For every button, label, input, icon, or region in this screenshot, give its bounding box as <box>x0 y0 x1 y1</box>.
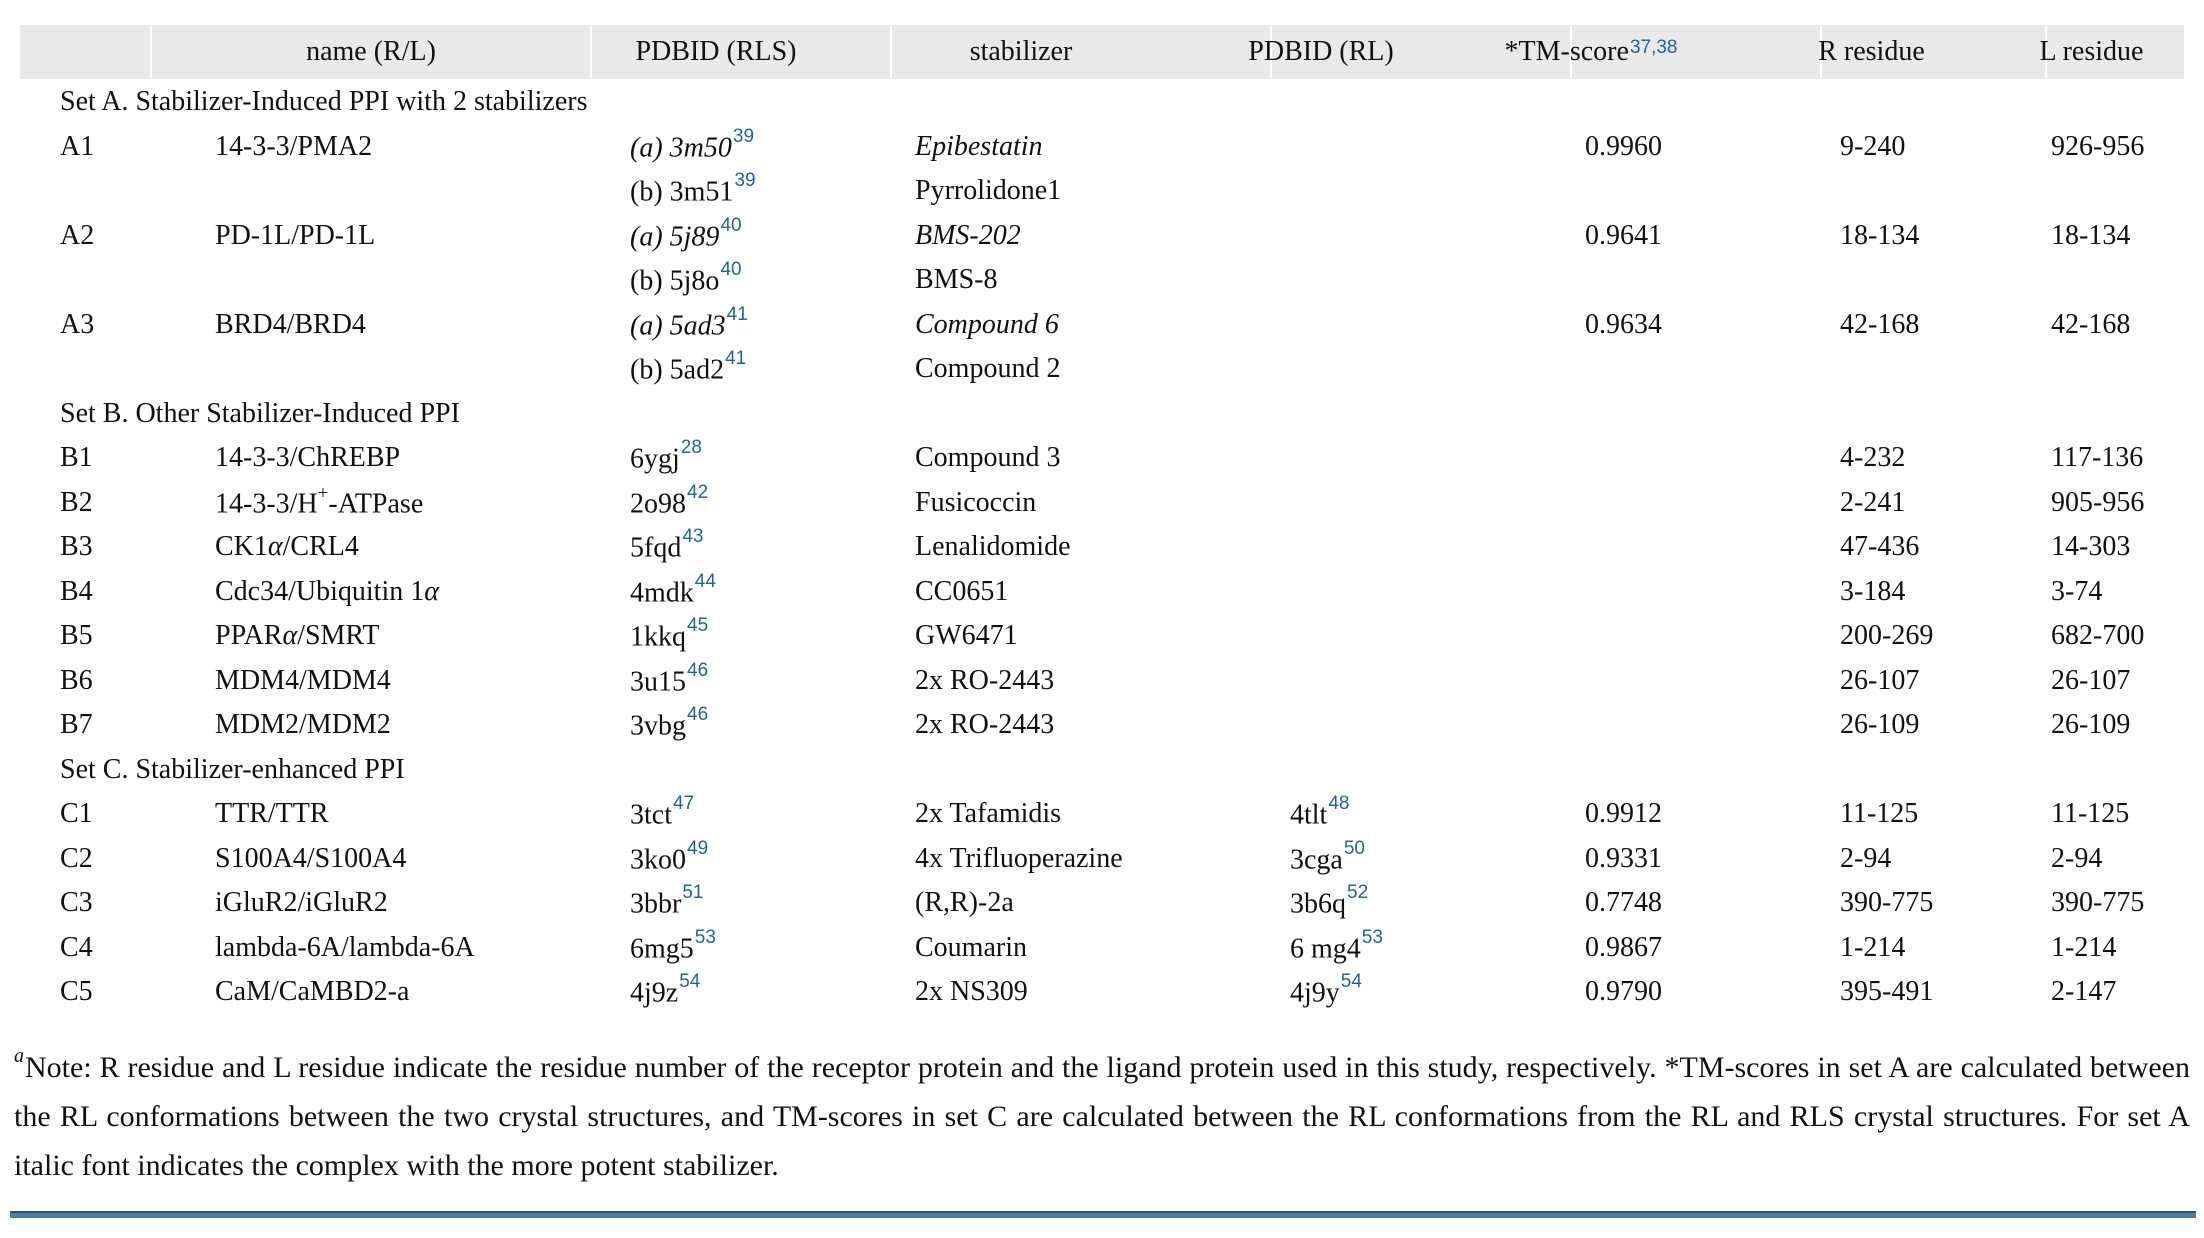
cell-l-residue: 1-214 <box>2051 931 2117 963</box>
cell-l-residue: 2-147 <box>2051 976 2117 1008</box>
text-run: BRD4/BRD4 <box>215 308 366 340</box>
cell-id: B4 <box>60 575 93 607</box>
cell-l-residue: 117-136 <box>2051 442 2144 474</box>
cell-stabilizer <box>915 175 1290 207</box>
citation-ref[interactable]: 37,38 <box>1629 37 1678 58</box>
cell-r-residue: 2-241 <box>1840 486 1906 518</box>
text-run: (b) 3m51 <box>630 176 734 208</box>
table-row <box>60 926 2185 971</box>
cell-id: B1 <box>60 442 93 474</box>
cell-pdbid-rl <box>1290 837 1575 876</box>
text-run: PD-1L/PD-1L <box>215 219 376 251</box>
text-run: Pyrrolidone1 <box>915 175 1062 207</box>
cell-id: B7 <box>60 709 93 741</box>
cell-name <box>215 620 630 652</box>
text-run: *TM-score <box>1504 36 1629 67</box>
text-run: 14-3-3/PMA2 <box>215 130 373 162</box>
text-run: 3bbr <box>630 888 682 920</box>
text-run: 4tlt <box>1290 799 1328 831</box>
text-run: MDM2/MDM2 <box>215 709 391 741</box>
text-run: CaM/CaMBD2-a <box>215 976 410 1008</box>
cell-stabilizer <box>915 531 1290 563</box>
text-run: 2x RO-2443 <box>915 664 1055 696</box>
citation-ref[interactable]: 42 <box>687 481 709 503</box>
text-run: (a) 5j89 <box>630 220 720 252</box>
cell-stabilizer <box>915 220 1290 252</box>
table-row <box>60 837 2185 882</box>
table-row <box>60 169 2185 214</box>
header-stabilizer <box>890 25 1270 79</box>
table-row <box>60 659 2185 704</box>
cell-name <box>215 798 630 830</box>
footnote-text: Note: R residue and L residue indicate the residue number of the receptor protein and the ligand protein used in this study, respectively. *TM-scores in set A are calculated between the RL conformations between the two crystal structures, and TM-scores in set C are calculated between the RL conformations from the RL and RLS crystal structures. For set A italic font indicates the complex with the more potent stabilizer. <box>14 1051 2190 1182</box>
text-run: -ATPase <box>328 487 424 519</box>
cell-l-residue: 14-303 <box>2051 531 2131 563</box>
text-run: GW6471 <box>915 620 1018 652</box>
text-run: BMS-202 <box>915 219 1021 251</box>
text-run: iGluR2/iGluR2 <box>215 887 388 919</box>
citation-ref[interactable]: 41 <box>726 303 748 325</box>
table-row <box>60 125 2185 170</box>
citation-ref[interactable]: 40 <box>720 259 742 281</box>
text-run: 14-3-3/ChREBP <box>215 442 401 474</box>
cell-pdbid-rls <box>630 704 915 742</box>
cell-pdbid-rl <box>1290 926 1575 965</box>
header-name <box>150 25 590 79</box>
cell-id: B5 <box>60 620 93 652</box>
cell-name <box>215 843 630 875</box>
citation-ref[interactable]: 47 <box>673 793 695 815</box>
table-row <box>60 481 2185 526</box>
text-run: 2x RO-2443 <box>915 709 1055 741</box>
cell-pdbid-rls <box>630 303 915 342</box>
text-run: /CRL4 <box>282 531 359 563</box>
text-run: name (R/L) <box>306 36 436 67</box>
citation-ref[interactable]: 41 <box>725 348 747 370</box>
citation-ref[interactable]: 48 <box>1328 793 1350 815</box>
text-run: Fusicoccin <box>915 486 1037 518</box>
cell-pdbid-rls <box>630 259 915 297</box>
cell-stabilizer <box>915 887 1290 919</box>
text-run: 6ygj <box>630 443 680 475</box>
cell-l-residue: 42-168 <box>2051 308 2131 340</box>
text-run: Epibestatin <box>915 130 1043 162</box>
table-row <box>60 703 2185 748</box>
citation-ref[interactable]: 40 <box>720 214 742 236</box>
cell-r-residue: 26-107 <box>1840 664 1920 696</box>
cell-r-residue: 11-125 <box>1840 798 1919 830</box>
text-run: CC0651 <box>915 575 1009 607</box>
text-run: (a) 3m50 <box>630 131 732 163</box>
cell-l-residue: 2-94 <box>2051 842 2103 874</box>
cell-tm-score: 0.9960 <box>1585 130 1662 162</box>
cell-stabilizer <box>915 976 1290 1008</box>
cell-id: C3 <box>60 887 93 919</box>
text-run: 4j9y <box>1290 977 1340 1009</box>
cell-name <box>215 665 630 697</box>
cell-r-residue: 9-240 <box>1840 130 1906 162</box>
cell-pdbid-rls <box>630 971 915 1009</box>
cell-name <box>215 220 630 252</box>
text-run: α <box>424 575 439 607</box>
header-id <box>20 25 150 79</box>
cell-pdbid-rls <box>630 659 915 698</box>
table-row <box>60 792 2185 837</box>
text-run: L residue <box>2039 36 2144 67</box>
cell-pdbid-rls <box>630 882 915 920</box>
cell-id: A2 <box>60 219 95 251</box>
cell-l-residue: 26-107 <box>2051 664 2131 696</box>
text-run: R residue <box>1818 36 1925 67</box>
cell-l-residue: 926-956 <box>2051 130 2145 162</box>
cell-id: C4 <box>60 931 93 963</box>
cell-l-residue: 905-956 <box>2051 486 2145 518</box>
cell-stabilizer <box>915 576 1290 608</box>
table-row <box>60 436 2185 481</box>
citation-ref[interactable]: 28 <box>680 437 702 459</box>
cell-name <box>215 442 630 474</box>
text-run: 2o98 <box>630 487 686 519</box>
cell-pdbid-rls <box>630 615 915 653</box>
text-run: 3cga <box>1290 843 1343 875</box>
cell-name <box>215 482 630 520</box>
citation-ref[interactable]: 52 <box>1347 882 1369 904</box>
citation-ref[interactable]: 54 <box>1340 971 1362 993</box>
cell-stabilizer <box>915 131 1290 163</box>
citation-ref[interactable]: 53 <box>694 926 716 948</box>
cell-pdbid-rls <box>630 837 915 876</box>
cell-r-residue: 395-491 <box>1840 976 1934 1008</box>
cell-r-residue: 47-436 <box>1840 531 1920 563</box>
header-r-residue <box>1820 25 2045 79</box>
citation-ref[interactable]: 46 <box>687 659 709 681</box>
cell-l-residue: 682-700 <box>2051 620 2145 652</box>
text-run: 5fqd <box>630 532 682 564</box>
cell-tm-score: 0.9912 <box>1585 798 1662 830</box>
cell-tm-score: 0.9634 <box>1585 308 1662 340</box>
cell-stabilizer <box>915 798 1290 830</box>
table-row <box>60 881 2185 926</box>
cell-pdbid-rl <box>1290 793 1575 831</box>
text-run: Cdc34/Ubiquitin 1 <box>215 575 425 607</box>
text-run: PPAR <box>215 620 283 652</box>
section-row <box>60 748 2185 793</box>
cell-id: A1 <box>60 130 95 162</box>
text-run: Lenalidomide <box>915 531 1071 563</box>
cell-pdbid-rls <box>630 570 915 609</box>
cell-l-residue: 390-775 <box>2051 887 2145 919</box>
cell-stabilizer <box>915 353 1290 385</box>
cell-l-residue: 11-125 <box>2051 798 2130 830</box>
cell-id: C2 <box>60 842 93 874</box>
text-run: S100A4/S100A4 <box>215 842 407 874</box>
text-run: MDM4/MDM4 <box>215 664 391 696</box>
text-run: CK1 <box>215 531 268 563</box>
text-run: Compound 3 <box>915 442 1061 474</box>
cell-tm-score: 0.9331 <box>1585 842 1662 874</box>
header-tm-score <box>1504 25 1820 79</box>
citation-ref[interactable]: 50 <box>1343 837 1365 859</box>
text-run: PDBID (RLS) <box>635 36 797 67</box>
text-run: 4j9z <box>630 977 679 1009</box>
text-run: 4x Trifluoperazine <box>915 842 1123 874</box>
citation-ref[interactable]: 44 <box>694 570 716 592</box>
cell-pdbid-rls <box>630 437 915 475</box>
cell-stabilizer <box>915 487 1290 519</box>
table-row <box>60 347 2185 392</box>
cell-stabilizer <box>915 620 1290 652</box>
cell-name <box>215 531 630 563</box>
citation-ref[interactable]: 46 <box>687 704 709 726</box>
cell-stabilizer <box>915 843 1290 875</box>
text-run: Compound 6 <box>915 308 1059 340</box>
citation-ref[interactable]: 39 <box>734 170 756 192</box>
cell-name <box>215 576 630 608</box>
table-row <box>60 214 2185 259</box>
text-run: (b) 5ad2 <box>630 354 725 386</box>
cell-stabilizer <box>915 665 1290 697</box>
text-run: α <box>267 531 283 563</box>
cell-r-residue: 42-168 <box>1840 308 1920 340</box>
header-l-residue <box>2039 25 2184 79</box>
text-run: (R,R)-2a <box>915 887 1014 919</box>
text-run: 1kkq <box>630 621 686 653</box>
text-run: 2x NS309 <box>915 976 1028 1008</box>
table-footnote <box>14 1036 2190 1190</box>
cell-pdbid-rl <box>1290 971 1575 1009</box>
cell-r-residue: 26-109 <box>1840 709 1920 741</box>
cell-name <box>215 709 630 741</box>
cell-tm-score: 0.9867 <box>1585 931 1662 963</box>
text-run: Coumarin <box>915 931 1027 963</box>
table-row <box>60 525 2185 570</box>
text-run: (a) 5ad3 <box>630 309 726 341</box>
cell-id: B3 <box>60 531 93 563</box>
cell-id: A3 <box>60 308 95 340</box>
cell-name <box>215 309 630 341</box>
section-label: Set B. Other Stabilizer-Induced PPI <box>60 397 460 429</box>
superscript-text: + <box>317 482 329 504</box>
cell-l-residue: 18-134 <box>2051 219 2131 251</box>
citation-ref[interactable]: 43 <box>682 526 704 548</box>
cell-r-residue: 18-134 <box>1840 219 1920 251</box>
cell-name <box>215 131 630 163</box>
table-header-row <box>20 25 2184 79</box>
cell-r-residue: 390-775 <box>1840 887 1934 919</box>
table-row <box>60 258 2185 303</box>
cell-tm-score: 0.9790 <box>1585 976 1662 1008</box>
text-run: 6 mg4 <box>1290 932 1361 964</box>
text-run: Compound 2 <box>915 353 1061 385</box>
text-run: TTR/TTR <box>215 798 329 830</box>
table-row <box>60 970 2185 1015</box>
text-run: stabilizer <box>969 36 1073 67</box>
text-run: 3b6q <box>1290 888 1346 920</box>
cell-pdbid-rls <box>630 526 915 564</box>
table-row <box>60 614 2185 659</box>
cell-pdbid-rls <box>630 348 915 386</box>
cell-tm-score: 0.9641 <box>1585 219 1662 251</box>
bottom-rule <box>10 1211 2196 1218</box>
text-run: 3tct <box>630 799 672 831</box>
section-row <box>60 80 2185 125</box>
table-row <box>60 570 2185 615</box>
citation-ref[interactable]: 51 <box>682 882 704 904</box>
cell-name <box>215 932 630 964</box>
text-run: 4mdk <box>630 576 694 608</box>
cell-stabilizer <box>915 264 1290 296</box>
cell-r-residue: 2-94 <box>1840 842 1892 874</box>
cell-r-residue: 4-232 <box>1840 442 1906 474</box>
cell-r-residue: 200-269 <box>1840 620 1934 652</box>
cell-id: B2 <box>60 486 93 518</box>
citation-ref[interactable]: 45 <box>687 615 709 637</box>
section-row <box>60 392 2185 437</box>
cell-id: C5 <box>60 976 93 1008</box>
header-pdbid-rls <box>590 25 890 79</box>
text-run: /SMRT <box>297 620 380 652</box>
text-run: 2x Tafamidis <box>915 798 1062 830</box>
text-run: 3ko0 <box>630 843 686 875</box>
text-run: BMS-8 <box>915 264 998 296</box>
cell-pdbid-rls <box>630 214 915 253</box>
cell-name <box>215 887 630 919</box>
cell-pdbid-rls <box>630 170 915 208</box>
cell-pdbid-rls <box>630 793 915 831</box>
section-label: Set C. Stabilizer-enhanced PPI <box>60 753 405 785</box>
text-run: 3u15 <box>630 665 686 697</box>
citation-ref[interactable]: 54 <box>679 971 701 993</box>
cell-r-residue: 3-184 <box>1840 575 1906 607</box>
text-run: lambda-6A/lambda-6A <box>215 931 475 963</box>
cell-pdbid-rls <box>630 926 915 965</box>
cell-pdbid-rls <box>630 125 915 164</box>
cell-l-residue: 26-109 <box>2051 709 2131 741</box>
cell-pdbid-rls <box>630 481 915 520</box>
cell-id: C1 <box>60 798 93 830</box>
section-label: Set A. Stabilizer-Induced PPI with 2 stabilizers <box>60 86 588 118</box>
cell-r-residue: 1-214 <box>1840 931 1906 963</box>
text-run: (b) 5j8o <box>630 265 720 297</box>
citation-ref[interactable]: 39 <box>732 125 755 147</box>
citation-ref[interactable]: 49 <box>687 837 709 859</box>
cell-id: B6 <box>60 664 93 696</box>
table-body <box>60 80 2185 1015</box>
cell-stabilizer <box>915 309 1290 341</box>
text-run: α <box>282 620 298 652</box>
cell-pdbid-rl <box>1290 882 1575 920</box>
cell-tm-score: 0.7748 <box>1585 887 1662 919</box>
cell-l-residue: 3-74 <box>2051 575 2103 607</box>
cell-stabilizer <box>915 442 1290 474</box>
text-run: 14-3-3/H <box>215 487 318 519</box>
citation-ref[interactable]: 53 <box>1361 926 1383 948</box>
text-run: PDBID (RL) <box>1248 36 1394 67</box>
footnote-marker: a <box>14 1045 24 1067</box>
text-run: 6mg5 <box>630 932 694 964</box>
text-run: 3vbg <box>630 710 686 742</box>
cell-stabilizer <box>915 709 1290 741</box>
table-row <box>60 303 2185 348</box>
cell-name <box>215 976 630 1008</box>
cell-stabilizer <box>915 932 1290 964</box>
